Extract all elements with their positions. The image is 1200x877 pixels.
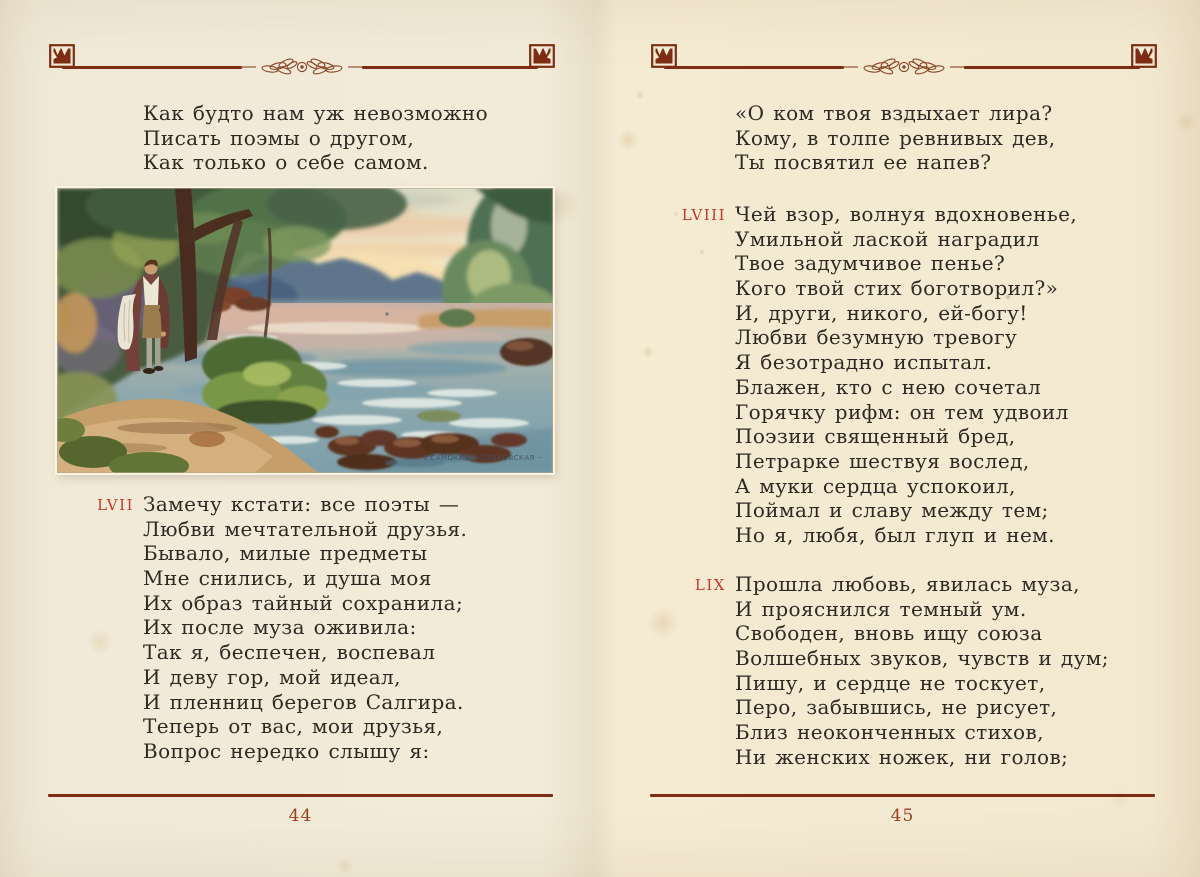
stanza-number: LVII [97,495,134,514]
page-right [602,0,1200,877]
poem-line: Ты посвятил ее напев? [735,150,992,175]
header-rule [62,66,242,69]
stanza-fragment [143,101,488,175]
header-sprig-ornament-icon [240,53,364,81]
page-number: 45 [890,806,915,826]
poem-line: Свободен, вновь ищу союза [735,621,1043,646]
header-rule [964,66,1140,69]
poem-line: Поймал и славу между тем; [735,498,1049,523]
footer-rule [650,794,1155,797]
corner-ornament-left-icon [651,44,677,68]
corner-ornament-right-icon [529,44,555,68]
poem-line: Кому, в толпе ревнивых дев, [735,125,1056,150]
poem-line: Перо, забывшись, не рисует, [735,695,1058,720]
poem-line: «О ком твоя вздыхает лира? [735,101,1053,125]
poem-line: Бывало, милые предметы [143,541,428,566]
stanza-lix [694,572,1109,770]
poem-line: Твое задумчивое пенье? [735,251,1006,276]
poem-line: Ни женских ножек, ни голов; [735,744,1069,769]
poem-line: Поэзии священный бред, [735,424,1016,449]
poem-line: Любви безумную тревогу [735,325,1018,350]
poem-line: Умильной лаской наградил [735,226,1040,251]
poem-line: А муки сердца успокоил, [735,473,1016,498]
poem-line: И деву гор, мой идеал, [143,664,401,689]
poem-line: Как только о себе самом. [143,150,429,175]
poem-line: Их после муза оживила: [143,615,417,640]
corner-ornament-left-icon [49,44,75,68]
poem-line: Их образ тайный сохранила; [143,590,464,615]
poem-line: И, други, никого, ей-богу! [735,300,1028,325]
footer-rule [48,794,553,797]
poem-line: Писать поэмы о другом, [143,125,415,150]
poem-line: Близ неоконченных стихов, [735,720,1044,745]
header-rule [664,66,844,69]
poem-line: И пленниц берегов Салгира. [143,689,464,714]
stanza-number: LVIII [681,205,726,224]
stanza-text [143,492,467,764]
poem-line: Теперь от вас, мои друзья, [143,714,444,739]
stanza-number: LIX [694,575,726,594]
poem-line: Блажен, кто с нею сочетал [735,374,1042,399]
poem-line: Петрарке шествуя вослед, [735,448,1030,473]
stanza-text [735,572,1109,770]
illustration [57,188,553,473]
poem-line: Мне снились, и душа моя [143,566,432,591]
stanza-lvii [97,492,468,764]
poem-line: Я безотрадно испытал. [735,350,993,375]
poem-line: Кого твой стих боготворил?» [735,276,1059,301]
poem-line: Вопрос нередко слышу я: [143,738,430,763]
stanza-text [735,202,1077,548]
poem-line: Прошла любовь, явилась муза, [735,572,1080,596]
poem-line: Волшебных звуков, чувств и дум; [735,646,1109,671]
illustration-signature: Е.САМОКИШЪ-СУДКОВСКАЯ ·- [423,454,543,462]
poem-line: Как будто нам уж невозможно [143,101,489,125]
corner-ornament-right-icon [1131,44,1157,68]
header-sprig-ornament-icon [842,53,966,81]
stanza-fragment [735,101,1055,175]
poem-line: Пишу, и сердце не тоскует, [735,670,1046,695]
poem-line: Но я, любя, был глуп и нем. [735,522,1055,547]
poem-line: И прояснился темный ум. [735,596,1027,621]
stanza-lviii [681,202,1078,548]
page-number: 44 [288,806,313,826]
poem-line: Горячку рифм: он тем удвоил [735,399,1069,424]
poem-line: Чей взор, волнуя вдохновенье, [735,202,1078,226]
poem-line: Замечу кстати: все поэты — [143,492,460,516]
header-rule [362,66,538,69]
illustration-plate [57,188,553,473]
poem-line: Любви мечтательной друзья. [143,516,468,541]
poem-line: Так я, беспечен, воспевал [143,640,436,665]
